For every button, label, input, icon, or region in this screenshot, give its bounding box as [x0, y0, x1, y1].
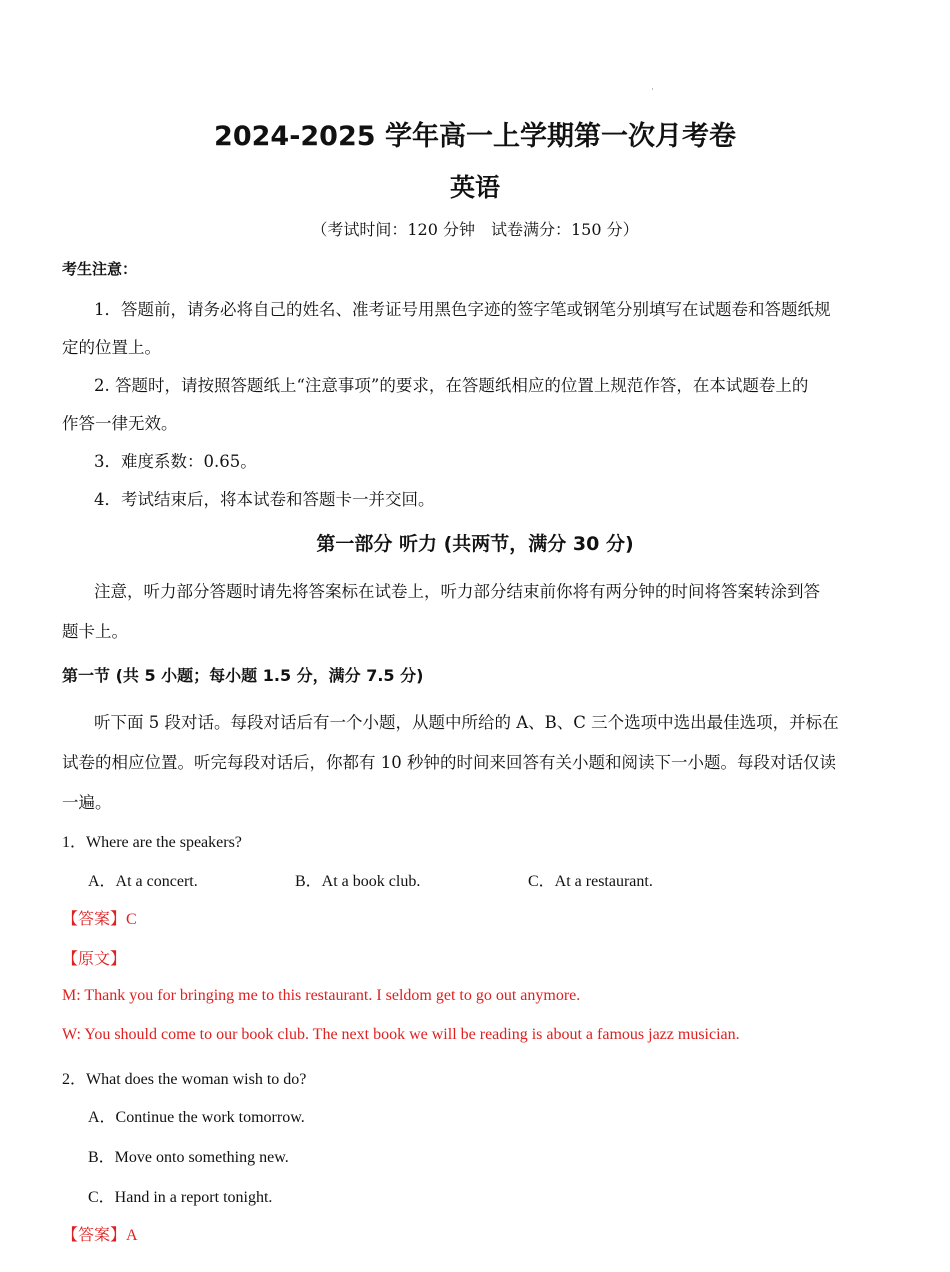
- notice-item-4: 4．考试结束后，将本试卷和答题卡一并交回。: [94, 490, 435, 509]
- exam-title: 2024-2025 学年高一上学期第一次月考卷: [214, 121, 736, 152]
- notice-item-2-line-2: 作答一律无效。: [62, 414, 178, 433]
- q1-transcript-man: M: Thank you for bringing me to this restaurant. I seldom get to go out anymore.: [62, 987, 581, 1004]
- section1-instruction-line-3: 一遍。: [62, 793, 112, 812]
- section1-instruction-line-1: 听下面 5 段对话。每段对话后有一个小题，从题中所给的 A、B、C 三个选项中选出最佳选项，并标在: [94, 713, 839, 732]
- q1-transcript-woman: W: You should come to our book club. The next book we will be reading is about a famous jazz musician.: [62, 1026, 740, 1043]
- notice-item-3: 3．难度系数：0.65。: [94, 452, 257, 471]
- part1-title: 第一部分 听力 (共两节，满分 30 分): [316, 533, 634, 555]
- q1-option-c: C．At a restaurant.: [528, 873, 653, 890]
- part1-intro-line-2: 题卡上。: [62, 622, 128, 641]
- scan-speck: [652, 88, 653, 90]
- q1-answer: 【答案】C: [62, 911, 137, 928]
- notice-label: 考生注意：: [62, 260, 138, 278]
- q2-option-b: B．Move onto something new.: [88, 1149, 289, 1166]
- q2-option-c: C．Hand in a report tonight.: [88, 1189, 273, 1206]
- q1-option-b: B．At a book club.: [295, 873, 421, 890]
- q1-stem: 1．Where are the speakers?: [62, 834, 242, 851]
- q1-option-a: A．At a concert.: [88, 873, 198, 890]
- section1-title: 第一节 (共 5 小题；每小题 1.5 分，满分 7.5 分): [62, 666, 424, 685]
- q2-stem: 2．What does the woman wish to do?: [62, 1071, 307, 1088]
- notice-item-1-line-1: 1．答题前，请务必将自己的姓名、准考证号用黑色字迹的签字笔或钢笔分别填写在试题卷和答题纸规: [94, 300, 831, 319]
- exam-info: （考试时间：120 分钟 试卷满分：150 分）: [311, 220, 639, 239]
- section1-instruction-line-2: 试卷的相应位置。听完每段对话后，你都有 10 秒钟的时间来回答有关小题和阅读下一小题。每段对话仅读: [62, 753, 836, 772]
- part1-intro-line-1: 注意，听力部分答题时请先将答案标在试卷上，听力部分结束前你将有两分钟的时间将答案转涂到答: [94, 582, 820, 601]
- exam-subject: 英语: [449, 173, 500, 202]
- q2-answer: 【答案】A: [62, 1227, 138, 1244]
- q1-transcript-label: 【原文】: [62, 951, 127, 968]
- notice-item-2-line-1: 2. 答题时，请按照答题纸上“注意事项”的要求，在答题纸相应的位置上规范作答，在本试题卷上的: [94, 376, 809, 395]
- notice-item-1-line-2: 定的位置上。: [62, 338, 161, 357]
- q2-option-a: A．Continue the work tomorrow.: [88, 1109, 305, 1126]
